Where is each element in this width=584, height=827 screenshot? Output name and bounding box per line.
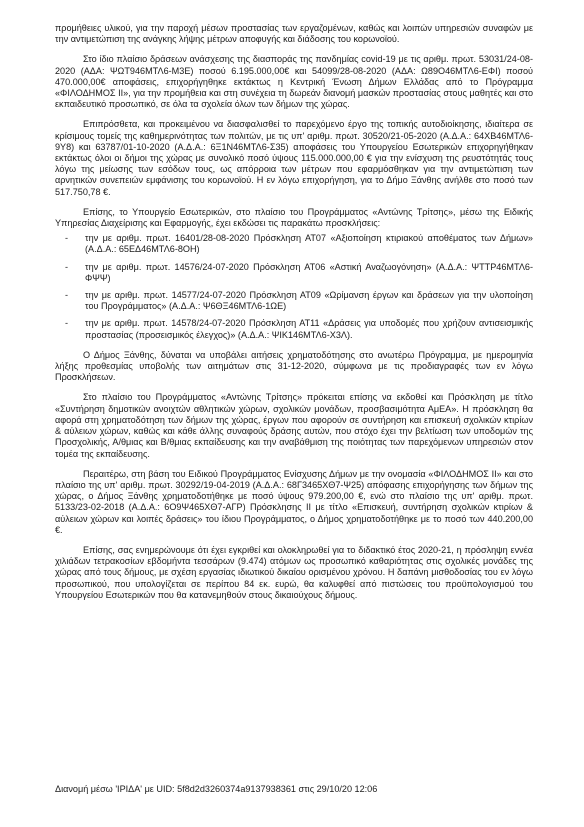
bullet-marker: - xyxy=(65,261,69,272)
list-item xyxy=(55,233,533,255)
paragraph-tritsis-program: Επίσης, το Υπουργείο Εσωτερικών, στο πλαίσιο του Προγράμματος «Αντώνης Τρίτσης», μέσω της Ειδικής Υπηρεσίας Διαχείρισης και Εφαρμογής, έχει εκδώσει τις παρακάτω προσκλήσεις: xyxy=(55,206,533,229)
paragraph-continuation: προμήθειες υλικού, για την παροχή μέσων προστασίας των εργαζομένων, καθώς και λοιπών υπηρεσιών συναφών με την αντιμετώπιση της ανάγκης λήψης μέτρων αποφυγής και διάδοσης του κορωνοϊού. xyxy=(55,23,533,45)
list-item xyxy=(55,262,533,284)
distribution-footer: Διανομή μέσω 'ΙΡΙΔΑ' με UID: 5f8d2d3260374a9137938361 στις 29/10/20 12:06 xyxy=(55,784,378,794)
list-item xyxy=(55,318,533,340)
document-body xyxy=(55,23,533,610)
paragraph-cleaning-staff: Επίσης, σας ενημερώνουμε ότι έχει εγκριθεί και ολοκληρωθεί για το διδακτικό έτος 2020-21, η πρόσληψη εννέα χιλιάδων τετρακοσίων εβδομήντα τεσσάρων (9.474) ατόμων ως προσωπικό καθαριότητας στις σχολικές μονάδες της χώρας από τους δήμους, με σχέση εργασίας ιδιωτικού δικαίου ορισμένου χρόνου. Η δαπάνη μισθοδοσίας του εν λόγω προσωπικού, που υπολογίζεται σε περίπου 84 εκ. ευρώ, θα καλυφθεί από πιστώσεις του προϋπολογισμού του Υπουργείου Εσωτερικών που θα κατανεμηθούν στους δικαιούχους δήμους. xyxy=(55,544,533,600)
paragraph-xanthi-applications: Ο Δήμος Ξάνθης, δύναται να υποβάλει αιτήσεις χρηματοδότησης στο ανωτέρω Πρόγραμμα, με ημερομηνία λήξης προθεσμίας υποβολής των αιτημάτων στις 31-12-2020, σύμφωνα με τις προδιαγραφές των εν λόγω Προσκλήσεων. xyxy=(55,349,533,383)
bullet-marker: - xyxy=(65,290,69,301)
paragraph-liquidity-funding: Επιπρόσθετα, και προκειμένου να διασφαλισθεί το παρεχόμενο έργο της τοπικής αυτοδιοίκησης, ιδιαίτερα σε κρίσιμους τομείς της καθημερινότητας των πολιτών, με τις υπ' αριθμ. πρωτ. 30520/21-05-2020 (Α.Δ.Α.: 64ΧΒ46ΜΤΛ6-9Υ8) και 63787/01-10-2020 (Α.Δ.Α.: 6Ξ1Ν46ΜΤΛ6-Σ35) αποφάσεις του Υπουργείου Εσωτερικών επιχορηγήθηκαν εκτάκτως όλοι οι δήμοι της χώρας με συνολικό ποσό ύψους 115.000.000,00 € για την ενίσχυση της ρευστότητάς τους λόγω της μείωσης των εσόδων τους, ως απόρροια των μέτρων που εφαρμόσθηκαν για την αντιμετώπιση των αρνητικών συνεπειών εμφάνισης του κορωνοϊού. Η εν λόγω επιχορήγηση, για το Δήμο Ξάνθης ανήλθε στο ποσό των 517.750,78 €. xyxy=(55,119,533,197)
paragraph-school-maintenance: Στο πλαίσιο του Προγράμματος «Αντώνης Τρίτσης» πρόκειται επίσης να εκδοθεί και Πρόσκληση με τίτλο «Συντήρηση δημοτικών ανοιχτών αθλητικών χώρων, σχολικών μονάδων, προσβασιμότητα ΑμΕΑ». Η πρόσκληση θα αφορά στη χρηματοδότηση των δήμων της χώρας, έργων που αφορούν σε συντήρηση και επισκευή σχολικών κτιρίων & αύλειων χώρων, καθώς και κάθε άλλης συναφούς δράσης αυτών, που στόχο έχει την βελτίωση των υποδομών της Προσχολικής, Α/θμιας και Β/θμιας εκπαίδευσης και την αναβάθμιση της ποιότητας των παρεχόμενων υπηρεσιών στον τομέα της εκπαίδευσης. xyxy=(55,392,533,459)
list-item-text: την με αριθμ. πρωτ. 16401/28-08-2020 Πρόσκληση ΑΤ07 «Αξιοποίηση κτιριακού αποθέματος των Δήμων» (Α.Δ.Α.: 65ΕΔ46ΜΤΛ6-8ΟΗ) xyxy=(85,233,533,255)
list-item-text: την με αριθμ. πρωτ. 14576/24-07-2020 Πρόσκληση ΑΤ06 «Αστική Αναζωογόνηση» (Α.Δ.Α.: ΨΤΤΡ46ΜΤΛ6-ΦΨΨ) xyxy=(85,261,533,283)
list-item xyxy=(55,290,533,312)
paragraph-filodimos: Περαιτέρω, στη βάση του Ειδικού Προγράμματος Ενίσχυσης Δήμων με την ονομασία «ΦΙΛΟΔΗΜΟΣ ΙΙ» και στο πλαίσιο της υπ' αριθμ. πρωτ. 30292/19-04-2019 (Α.Δ.Α.: 68Γ3465ΧΘ7-Ψ25) απόφασης επιχορήγησης των δήμων της χώρας, ο Δήμος Ξάνθης χρηματοδοτήθηκε με ποσό ύψους 979.200,00 €, ενώ στο πλαίσιο της υπ' αριθμ. πρωτ. 5133/23-02-2018 (Α.Δ.Α.: 6Ο9Ψ465ΧΘ7-ΑΓΡ) Πρόσκλησης ΙΙ με τίτλο «Επισκευή, συντήρηση σχολικών κτιρίων & αύλειων χώρων και λοιπές δράσεις» του ίδιου Προγράμματος, ο Δήμος χρηματοδοτήθηκε με το ποσό των 440.200,00 €. xyxy=(55,468,533,535)
paragraph-masks-funding: Στο ίδιο πλαίσιο δράσεων ανάσχεσης της διασποράς της πανδημίας covid-19 με τις αριθμ. πρωτ. 53031/24-08-2020 (ΑΔΑ: ΨΩΤ946ΜΤΛ6-Μ3Ε) ποσού 6.195.000,00€ και 54099/28-08-2020 (ΑΔΑ: Ω89Ο46ΜΤΛ6-ΕΦΙ) ποσού 470.000,00€ αποφάσεις, επιχορήγηθηκε εκτάκτως η Κεντρική Ένωση Δήμων Ελλάδας από το Πρόγραμμα «ΦΙΛΟΔΗΜΟΣ ΙΙ», για την προμήθεια και στη συνέχεια τη δωρεάν διανομή μασκών προστασίας στους μαθητές και στο εκπαιδευτικό προσωπικό, σε όλα τα σχολεία όλων των δήμων της χώρας. xyxy=(55,54,533,110)
invitations-list xyxy=(55,233,533,341)
list-item-text: την με αριθμ. πρωτ. 14577/24-07-2020 Πρόσκληση ΑΤ09 «Ωρίμανση έργων και δράσεων για την υλοποίηση του Προγράμματος» (Α.Δ.Α.: Ψ6ΘΞ46ΜΤΛ6-1ΩΕ) xyxy=(85,290,533,312)
bullet-marker: - xyxy=(65,318,69,329)
bullet-marker: - xyxy=(65,233,69,244)
list-item-text: την με αριθμ. πρωτ. 14578/24-07-2020 Πρόσκληση ΑΤ11 «Δράσεις για υποδομές που χρήζουν αντισεισμικής προστασίας (προσεισμικός έλεγχος)» (Α.Δ.Α.: ΨΙΚ146ΜΤΛ6-Χ3Λ). xyxy=(85,318,533,340)
